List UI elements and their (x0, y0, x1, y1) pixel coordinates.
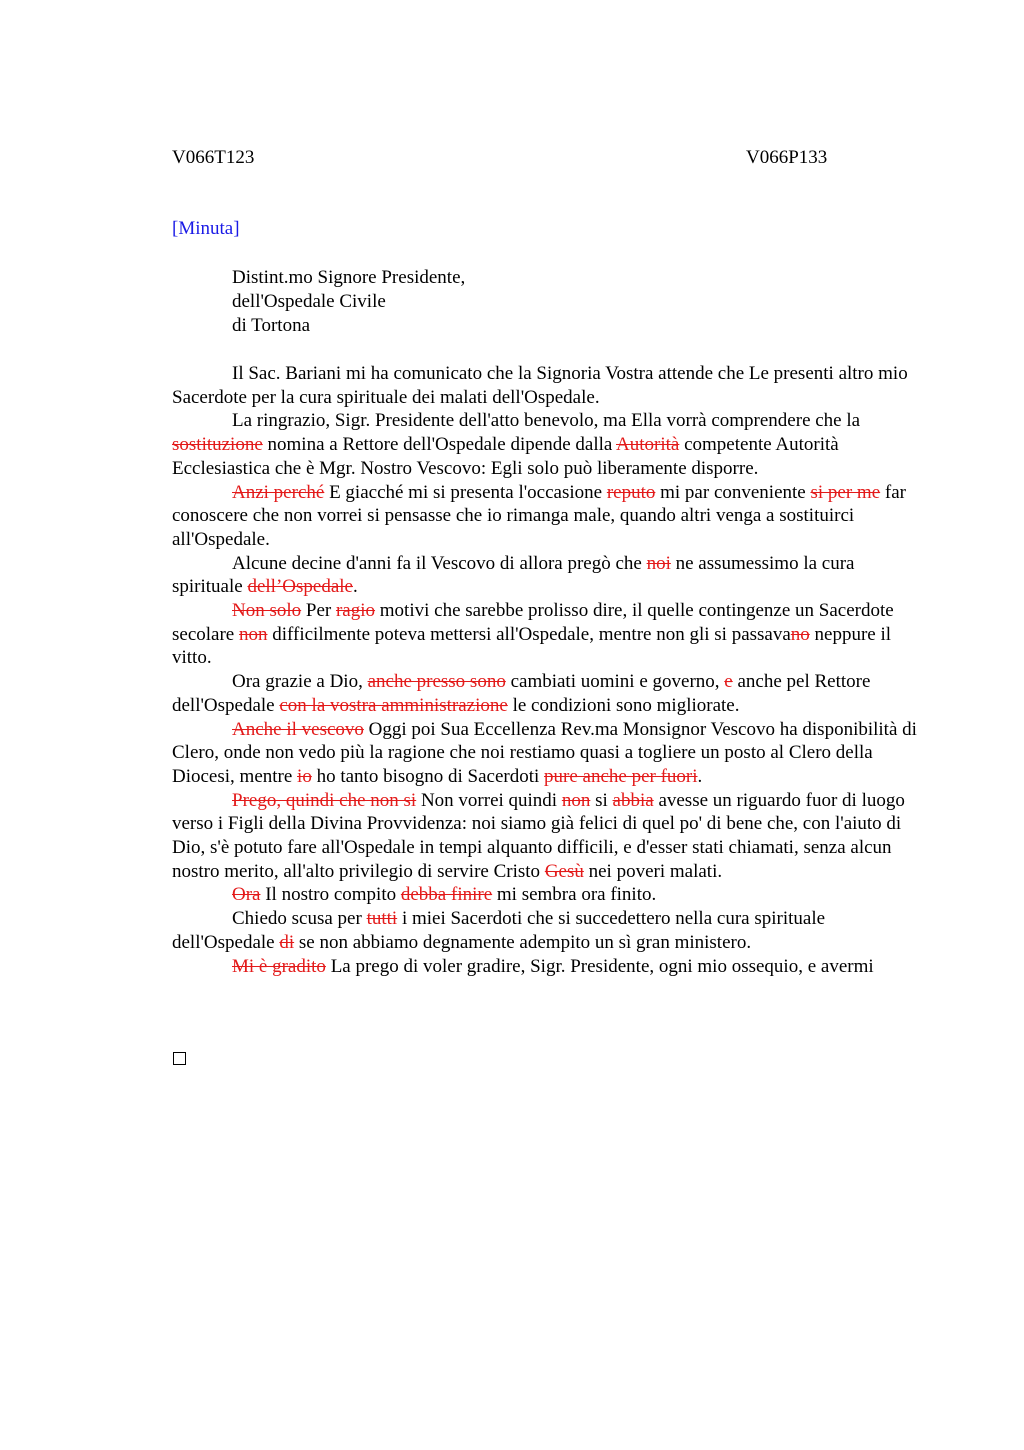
deleted-text: tutti (366, 908, 398, 930)
letter-paragraph (172, 481, 928, 552)
deleted-text: con la vostra amministrazione (279, 694, 508, 716)
deleted-text: Anche il vescovo (232, 718, 364, 740)
letter-text: si (590, 789, 613, 811)
letter-text: Alcune decine d'anni fa il Vescovo di allora pregò che (232, 552, 647, 574)
letter-text: Non vorrei quindi (416, 789, 562, 811)
deleted-text: non (238, 623, 268, 645)
deleted-text: anche presso sono (367, 671, 506, 693)
deleted-text: pure anche per fuori (544, 765, 698, 787)
letter-text: Il nostro compito (260, 884, 401, 906)
deleted-text: Mi è gradito (232, 955, 326, 977)
deleted-text: debba finire (400, 884, 493, 906)
letter-paragraph (172, 883, 928, 907)
deleted-text: noi (646, 552, 671, 574)
letter-text: avesse un riguardo fuor di luogo verso i Figli della Divina Provvidenza: noi siamo già felici di quel po' di bene che, con l'aiuto di Dio, s'è potuto fare all'Ospedale in tempi alquanto difficili, e d'esser stati chiamati, senza alcun nostro merito, all'alto privilegio di servire Cristo (172, 789, 905, 882)
deleted-text: Autorità (616, 434, 680, 456)
deleted-text: non (561, 789, 591, 811)
letter-text: far conoscere che non vorrei si pensasse che io rimanga male, quando altri venga a sostituirci all'Ospedale. (172, 481, 906, 550)
letter-text: anche pel Rettore dell'Ospedale (172, 671, 871, 716)
letter-text: Chiedo scusa per (232, 908, 367, 930)
checkbox-square-icon (173, 1052, 186, 1065)
deleted-text: si per me (810, 481, 881, 503)
draft-label: [Minuta] (172, 218, 240, 239)
deleted-text: reputo (606, 481, 656, 503)
letter-text: . (697, 765, 703, 787)
letter-text: difficilmente poteva mettersi all'Ospedale, mentre non gli si passava (267, 623, 791, 645)
letter-text: i miei Sacerdoti che si succedettero nella cura spirituale dell'Ospedale (172, 908, 826, 953)
document-code-right: V066P133 (746, 147, 828, 168)
addressee-block (232, 266, 465, 338)
letter-text: le condizioni sono migliorate. (507, 694, 740, 716)
deleted-text: Gesù (544, 860, 584, 882)
letter-text: ne assumessimo la cura spirituale (172, 552, 855, 598)
letter-text: mi par conveniente (655, 481, 811, 503)
letter-paragraph (172, 670, 928, 717)
letter-text: nomina a Rettore dell'Ospedale dipende dalla (262, 434, 617, 456)
deleted-text: e (724, 671, 733, 693)
deleted-text: io (297, 765, 312, 787)
letter-text: Il Sac. Bariani mi ha comunicato che la Signoria Vostra attende che Le presenti altro mio Sacerdote per la cura spirituale dei malati dell'Ospedale. (172, 363, 908, 408)
deleted-text: di (279, 931, 295, 953)
deleted-text: dell’Ospedale (247, 576, 353, 598)
letter-text: La ringrazio, Sigr. Presidente dell'atto benevolo, ma Ella vorrà comprendere che la (232, 410, 861, 432)
letter-text: ho tanto bisogno di Sacerdoti (311, 765, 545, 787)
letter-paragraph (172, 362, 928, 409)
letter-text: cambiati uomini e governo, (505, 671, 725, 693)
letter-paragraph (172, 955, 928, 979)
letter-text: E giacché mi si presenta l'occasione (324, 481, 607, 503)
letter-body (172, 362, 928, 978)
letter-text: Ora grazie a Dio, (232, 671, 368, 693)
deleted-text: Anzi perché (232, 481, 325, 503)
letter-paragraph (172, 789, 928, 884)
letter-text: se non abbiamo degnamente adempito un sì gran ministero. (294, 931, 752, 953)
letter-paragraph (172, 552, 928, 599)
addressee-line: dell'Ospedale Civile (232, 291, 386, 312)
deleted-text: ragio (335, 600, 376, 622)
deleted-text: Prego, quindi che non si (232, 789, 417, 811)
letter-paragraph (172, 599, 928, 670)
letter-text: mi sembra ora finito. (492, 884, 657, 906)
letter-text: neppure il vitto. (172, 623, 892, 669)
deleted-text: Ora (232, 884, 261, 906)
deleted-text: sostituzione (172, 434, 263, 456)
letter-paragraph (172, 907, 928, 954)
letter-text: nei poveri malati. (583, 860, 723, 882)
deleted-text: no (790, 623, 810, 645)
letter-text: Per (301, 600, 336, 622)
deleted-text: abbia (612, 789, 654, 811)
addressee-line: di Tortona (232, 315, 311, 336)
addressee-line: Distint.mo Signore Presidente, (232, 267, 466, 288)
letter-text: La prego di voler gradire, Sigr. Presidente, ogni mio ossequio, e avermi (325, 955, 874, 977)
letter-text: . (352, 576, 358, 598)
letter-text: motivi che sarebbe prolisso dire, il quelle contingenze un Sacerdote secolare (172, 600, 894, 645)
letter-text: Oggi poi Sua Eccellenza Rev.ma Monsignor Vescovo ha disponibilità di Clero, onde non vedo più la ragione che noi restiamo quasi a togliere un posto al Clero della Diocesi, mentre (172, 718, 917, 787)
letter-paragraph (172, 718, 928, 789)
deleted-text: Non solo (232, 600, 302, 622)
document-code-left: V066T123 (172, 147, 255, 168)
letter-paragraph (172, 409, 928, 480)
letter-text: competente Autorità Ecclesiastica che è Mgr. Nostro Vescovo: Egli solo può liberamente disporre. (172, 434, 839, 479)
